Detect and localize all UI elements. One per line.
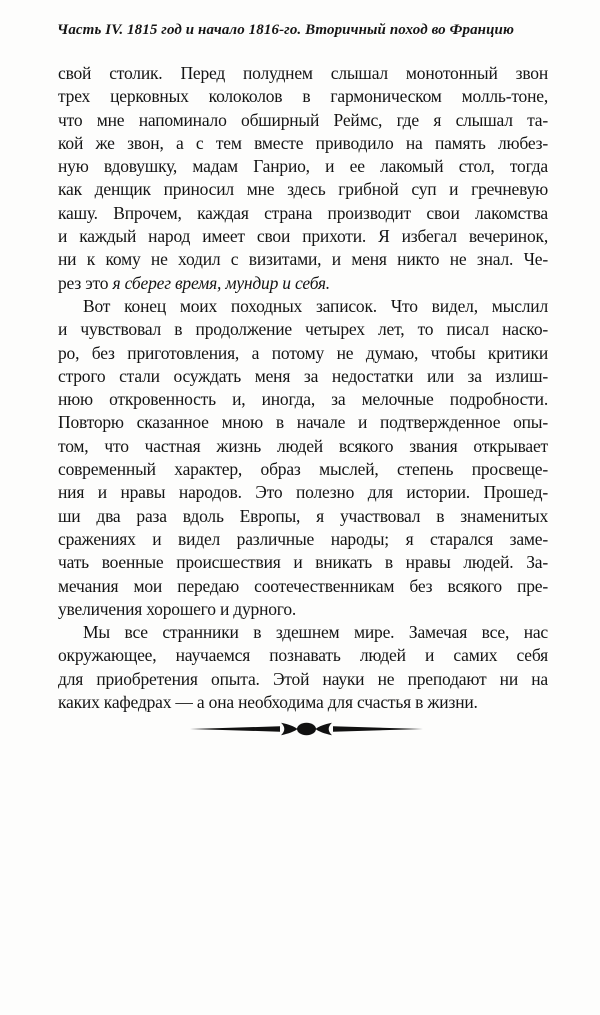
text-line: нюю откровенность и, иногда, за мелочные подробности. xyxy=(58,389,548,410)
text-line xyxy=(58,272,548,295)
text-segment: рез это xyxy=(58,272,113,293)
text-line: увеличения хорошего и дурного. xyxy=(58,598,297,619)
text-line: окружающее, научаемся познавать людей и самих себя xyxy=(58,645,548,666)
text-line: ную вдовушку, мадам Ганрио, и ее лакомый стол, тогда xyxy=(58,156,548,177)
italic-text-segment: я сберег время, мундир и себя. xyxy=(112,272,330,293)
running-header: Часть IV. 1815 год и начало 1816-го. Вторичный поход во Францию xyxy=(57,22,515,38)
text-line: ши два раза вдоль Европы, я участвовал в знаменитых xyxy=(58,505,548,526)
text-line: что мне напоминало обширный Реймс, где я слышал та- xyxy=(58,109,548,130)
fleuron-ornament-graphic xyxy=(188,716,425,742)
text-line: ния и нравы народов. Это полезно для истории. Прошед- xyxy=(58,482,548,503)
text-line: сражениях и видел различные народы; я старался заме- xyxy=(58,528,548,549)
text-line: и чувствовал в продолжение четырех лет, то писал наско- xyxy=(58,319,548,340)
text-line: ни к кому не ходил с визитами, и меня никто не знал. Че- xyxy=(58,249,548,270)
text-line: Мы все странники в здешнем мире. Замечая все, нас xyxy=(83,622,548,643)
text-line: и каждый народ имеет свои прихоти. Я избегал вечеринок, xyxy=(58,226,548,247)
text-line: как денщик приносил мне здесь грибной суп и гречневую xyxy=(58,179,548,200)
text-line: строго стали осуждать меня за недостатки или за излиш- xyxy=(58,365,548,386)
text-block xyxy=(58,62,548,714)
text-line: том, что частная жизнь людей всякого звания открывает xyxy=(58,435,548,456)
text-line: кой же звон, а с тем вместе приводило на память любез- xyxy=(58,132,548,153)
text-line: Вот конец моих походных записок. Что видел, мыслил xyxy=(83,295,548,316)
text-line: трех церковных колоколов в гармоническом молль-тоне, xyxy=(58,86,548,107)
text-line: ро, без приготовления, а потому не думаю, чтобы критики xyxy=(58,342,548,363)
text-line: чать военные происшествия и вникать в нравы людей. За- xyxy=(58,552,548,573)
text-line: современный характер, образ мыслей, степень просвеще- xyxy=(58,459,548,480)
text-line: мечания мои передаю соотечественникам без всякого пре- xyxy=(58,575,548,596)
section-divider-ornament xyxy=(188,716,425,742)
text-line: свой столик. Перед полуднем слышал монотонный звон xyxy=(58,63,548,83)
text-line: кашу. Впрочем, каждая страна производит свои лакомства xyxy=(58,202,548,223)
text-line: Повторю сказанное мною в начале и подтвержденное опы- xyxy=(58,412,548,433)
text-line: каких кафедрах — а она необходима для счастья в жизни. xyxy=(58,692,478,713)
text-line: для приобретения опыта. Этой науки не преподают ни на xyxy=(58,668,548,689)
